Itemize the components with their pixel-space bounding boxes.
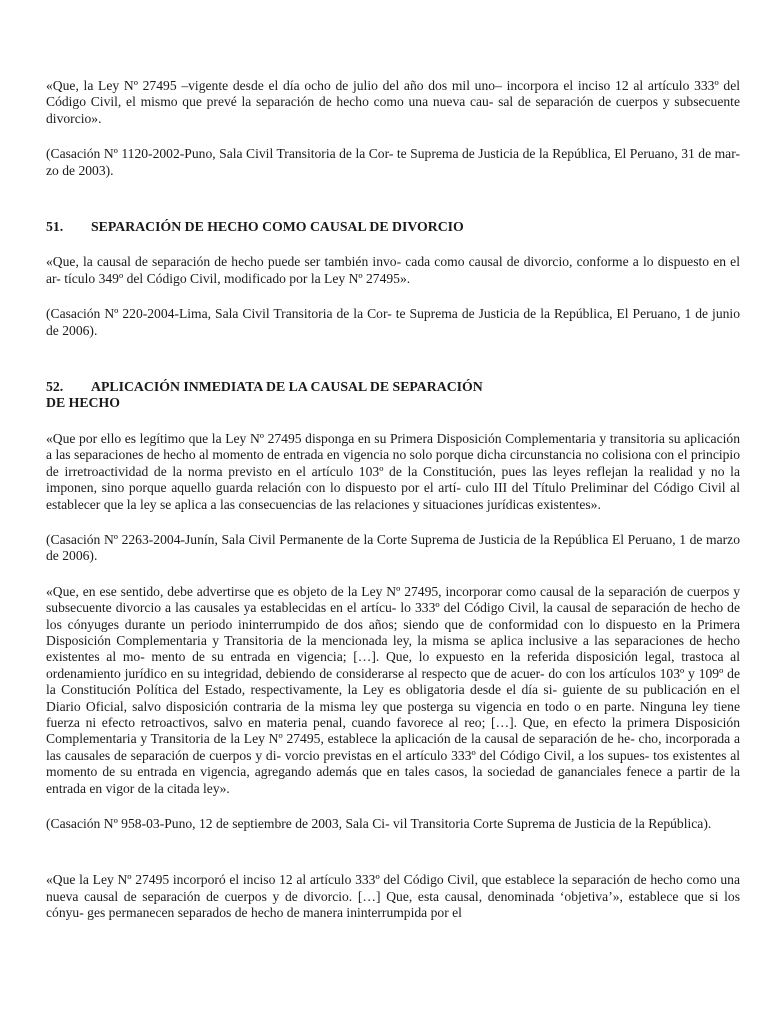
citation-paragraph: (Casación Nº 958-03-Puno, 12 de septiembre de 2003, Sala Ci- vil Transitoria Corte Suprema de Justicia de la República). [46,816,712,831]
document-page [46,78,740,922]
section-title: SEPARACIÓN DE HECHO COMO CAUSAL DE DIVORCIO [91,219,464,235]
quote-paragraph: «Que la Ley Nº 27495 incorporó el inciso 12 al artículo 333º del Código Civil, que establece la separación de hecho como una nueva causal de separación de cuerpos y de divorcio. […] Que, esta causal, denominada ‘objetiva’», establece que si los cónyu- ges permanecen separados de hecho de manera ininterrumpida por el [46,872,740,921]
section-number: 52. [46,379,64,395]
quote-paragraph: «Que, la causal de separación de hecho puede ser también invo- cada como causal de divorcio, conforme a lo dispuesto en el ar- tículo 349º del Código Civil, modificado por la Ley Nº 27495». [46,254,740,286]
section-heading-51 [46,219,546,235]
citation-paragraph: (Casación Nº 220-2004-Lima, Sala Civil Transitoria de la Cor- te Suprema de Justicia de la República, El Peruano, 1 de junio de 2006). [46,306,740,338]
citation-paragraph: (Casación Nº 1120-2002-Puno, Sala Civil Transitoria de la Cor- te Suprema de Justicia de la República, El Peruano, 31 de mar- zo de 2003). [46,146,740,178]
section-number: 51. [46,219,64,235]
quote-paragraph: «Que, la Ley Nº 27495 –vigente desde el día ocho de julio del año dos mil uno– incorpora el inciso 12 al artículo 333º del Código Civil, el mismo que prevé la separación de hecho como una nueva cau- sal de separación de cuerpos y subsecuente divorcio». [46,78,740,126]
section-title-line1: APLICACIÓN INMEDIATA DE LA CAUSAL DE SEPARACIÓN [91,379,483,395]
section-title-line2: DE HECHO [46,395,120,411]
quote-paragraph: «Que por ello es legítimo que la Ley Nº 27495 disponga en su Primera Disposición Complementaria y transitoria su aplicación a las separaciones de hecho al momento de entrada en vigencia no solo porque dicha circunstancia no colisiona con el principio de irretroactividad de la norma previsto en el artículo 103º de la Constitución, pues las leyes reflejan la realidad y no la imponen, sino porque aquello guarda relación con lo dispuesto por el artí- culo III del Título Preliminar del Código Civil al establecer que la ley se aplica a las consecuencias de las relaciones y situaciones jurídicas existentes». [46,430,740,512]
citation-paragraph: (Casación Nº 2263-2004-Junín, Sala Civil Permanente de la Corte Suprema de Justicia de la República El Peruano, 1 de marzo de 2006). [46,531,740,564]
quote-paragraph: «Que, en ese sentido, debe advertirse que es objeto de la Ley Nº 27495, incorporar como causal de la separación de cuerpos y subsecuente divorcio a las causales ya establecidas en el artícu- lo 333º del Código Civil, la causal de separación de hecho de los cónyuges durante un periodo ininterrumpido de dos años; siendo que de conformidad con lo dispuesto en la Primera Disposición Complementaria y Transitoria de la mencionada ley, la misma se aplica inclusive a las separaciones de hecho existentes al mo- mento de su entrada en vigencia; […]. Que, lo expuesto en la referida disposición legal, trastoca al ordenamiento jurídico en su integridad, debiendo de considerarse al respecto que de acuer- do con los artículos 103º y 109º de la Constitución Política del Estado, respectivamente, la Ley es obligatoria desde el día si- guiente de su publicación en el Diario Oficial, salvo disposición contraria de la misma ley que posterga su vigencia en todo o en parte. Ninguna ley tiene fuerza ni efecto retroactivos, salvo en materia penal, cuando favorece al reo; […]. Que, en efecto la primera Disposición Complementaria y Transitoria de la Ley Nº 27495, establece la aplicación de la causal de separación de he- cho, incorporada a las causales de separación de cuerpos y di- vorcio previstas en el artículo 333º del Código Civil, a los supues- tos existentes al momento de su entrada en vigencia, agregando además que en tales casos, la sociedad de gananciales fenece a partir de la entrada en vigor de la citada ley». [46,583,740,796]
section-heading-52 [46,379,546,412]
